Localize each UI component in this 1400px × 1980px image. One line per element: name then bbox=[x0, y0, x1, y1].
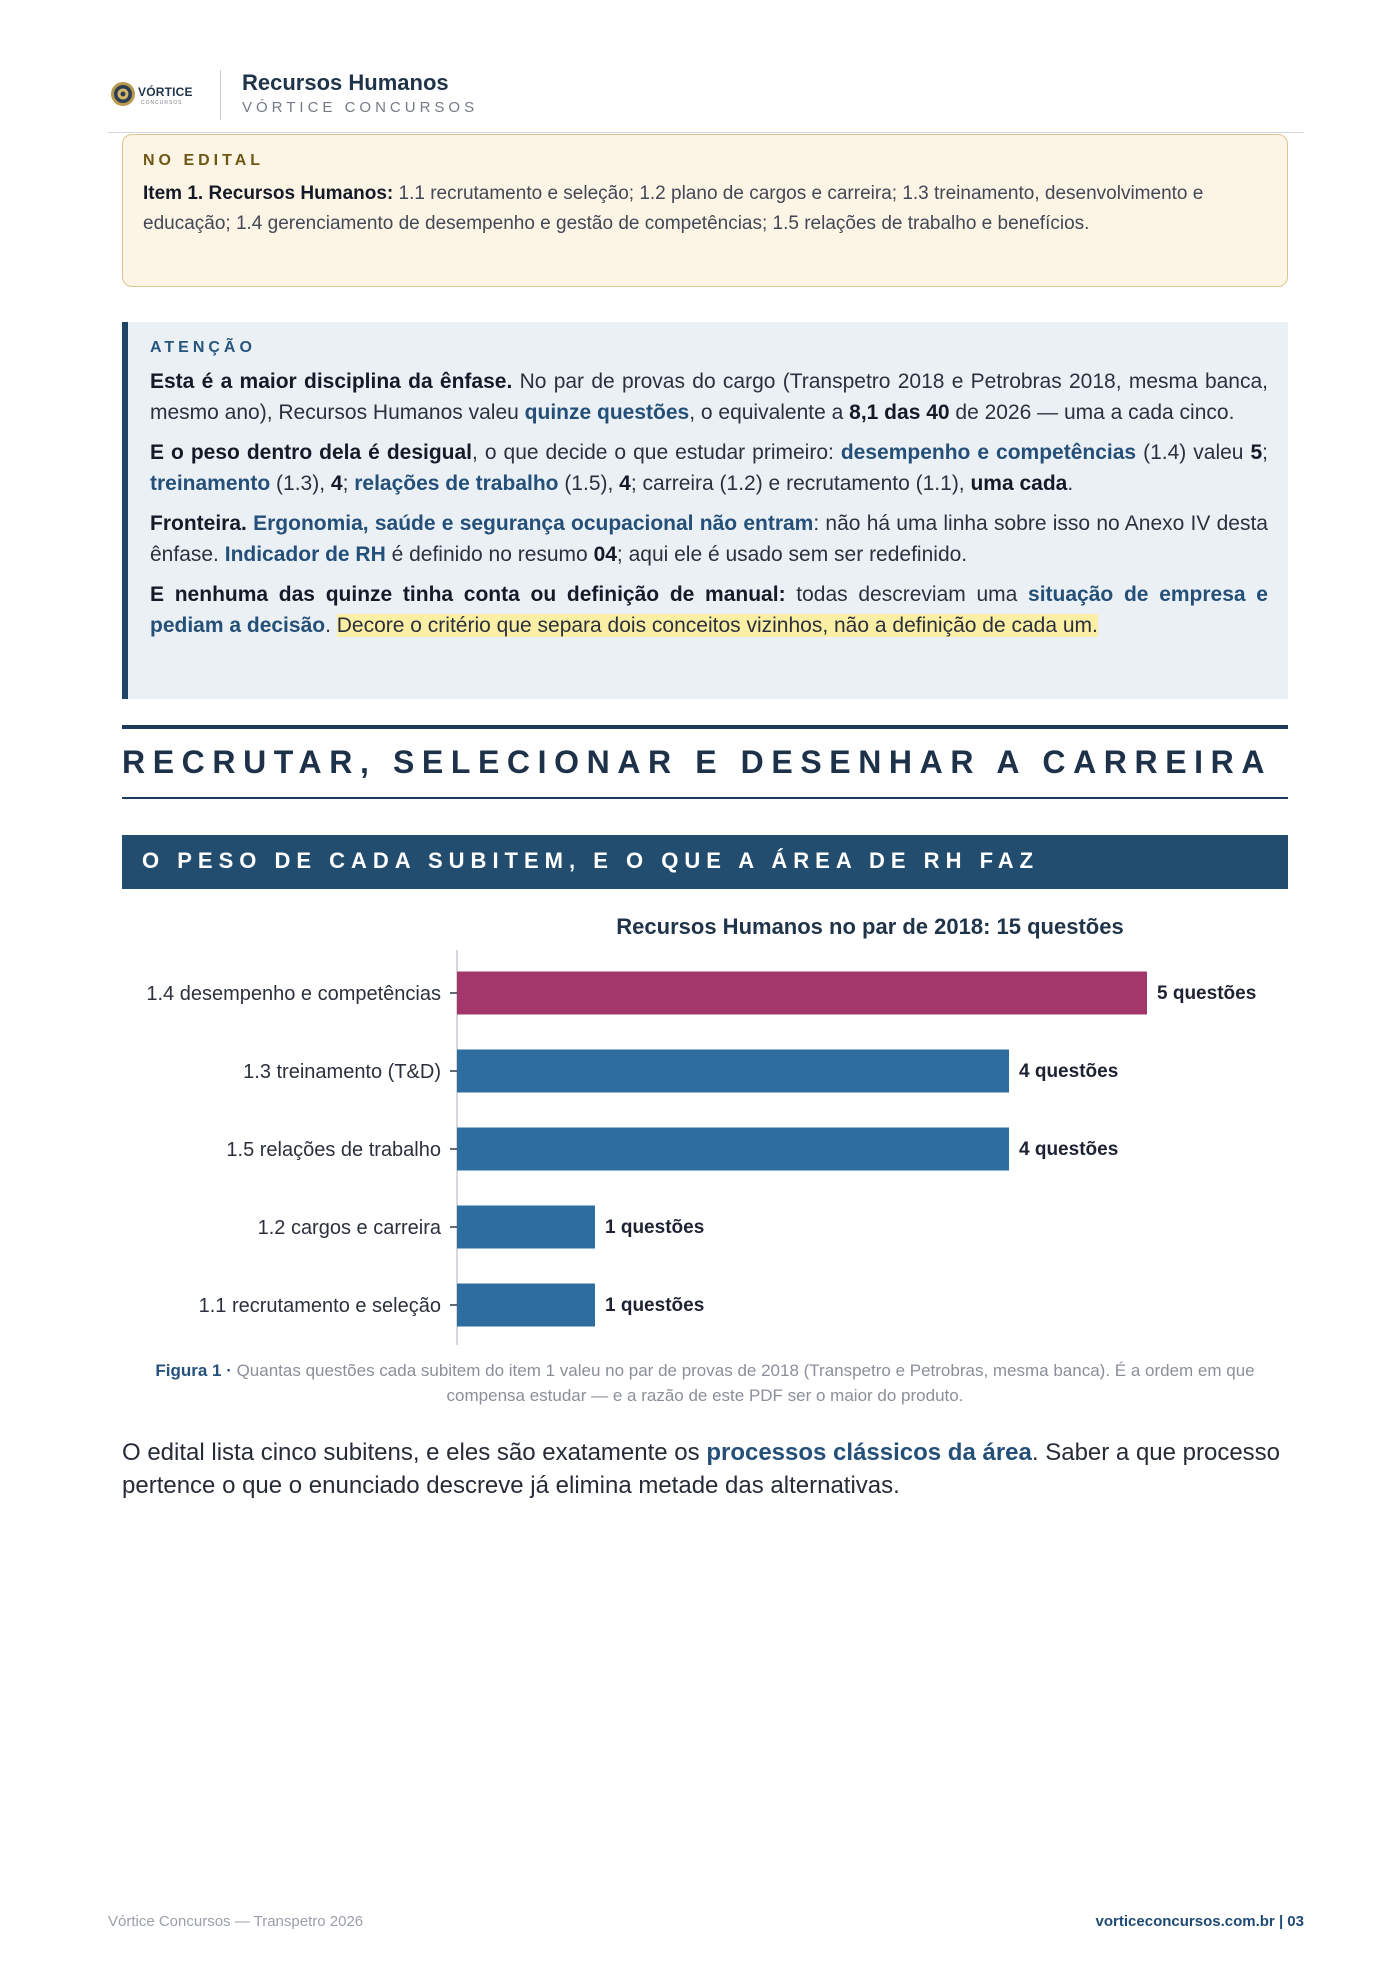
category-label: 1.1 recrutamento e seleção bbox=[198, 1295, 441, 1317]
p4-lead: E nenhuma das quinze tinha conta ou definição de manual: bbox=[150, 583, 786, 606]
data-label: 4 questões bbox=[1019, 1061, 1119, 1082]
category-label: 1.5 relações de trabalho bbox=[226, 1139, 441, 1161]
p4-text: . bbox=[325, 613, 337, 637]
p4-highlight: situação de empresa e pediam a decisão bbox=[150, 583, 1268, 637]
edital-item-label: Item 1. Recursos Humanos: bbox=[143, 183, 394, 204]
body-text: . Saber a que processo pertence o que o enunciado descreve já elimina metade das alternativas. bbox=[122, 1439, 1281, 1499]
p1-highlight: quinze questões bbox=[524, 400, 690, 424]
attention-paragraph-1 bbox=[150, 367, 1268, 428]
category-label: 1.3 treinamento (T&D) bbox=[243, 1061, 441, 1083]
p3-text: é definido no resumo bbox=[385, 542, 594, 566]
category-label: 1.4 desempenho e competências bbox=[146, 983, 441, 1005]
edital-item-text: 1.1 recrutamento e seleção; 1.2 plano de cargos e carreira; 1.3 treinamento, desenvolvimento e educação; 1.4 gerenciamento de desempenho e gestão de competências; 1.5 relações de trabalho e benefícios. bbox=[143, 183, 1204, 234]
attention-paragraph-3 bbox=[150, 509, 1268, 570]
data-label: 5 questões bbox=[1157, 983, 1257, 1004]
attention-box bbox=[122, 322, 1288, 699]
data-label: 1 questões bbox=[605, 1295, 705, 1316]
section-top-rule bbox=[122, 725, 1288, 729]
bar bbox=[457, 1050, 1009, 1093]
header-rule bbox=[108, 132, 1304, 133]
body-highlight: processos clássicos da área bbox=[706, 1439, 1032, 1466]
p2-text: , o que decide o que estudar primeiro: bbox=[472, 441, 841, 464]
edital-text bbox=[143, 179, 1267, 238]
p2-bold: uma cada bbox=[970, 471, 1068, 495]
vortex-emblem-icon bbox=[110, 81, 136, 107]
p2-bold: 5 bbox=[1250, 441, 1263, 464]
p2-text: ; bbox=[342, 471, 355, 495]
p1-text: No par de provas do cargo (Transpetro 2018 e Petrobras 2018, mesma banca, mesmo ano), Recursos Humanos valeu bbox=[150, 370, 1268, 424]
page-header bbox=[108, 66, 1300, 132]
edital-kicker: NO EDITAL bbox=[143, 152, 265, 169]
p3-lead: Fronteira. bbox=[150, 512, 247, 535]
edital-box bbox=[122, 134, 1288, 287]
footer-left: Vórtice Concursos — Transpetro 2026 bbox=[108, 1913, 364, 1930]
section-bottom-rule bbox=[122, 797, 1288, 799]
p2-bold: 4 bbox=[330, 471, 343, 495]
bar bbox=[457, 972, 1147, 1015]
p1-text: de 2026 — uma a cada cinco. bbox=[949, 400, 1235, 424]
p2-lead: E o peso dentro dela é desigual bbox=[150, 441, 473, 464]
data-label: 1 questões bbox=[605, 1217, 705, 1238]
attention-kicker: ATENÇÃO bbox=[150, 339, 256, 356]
p2-text: (1.5), bbox=[558, 471, 620, 495]
attention-paragraph-2 bbox=[150, 438, 1268, 499]
bar bbox=[457, 1284, 595, 1327]
figure-label: Figura 1 · bbox=[155, 1361, 232, 1380]
brand-logo bbox=[108, 80, 198, 110]
header-title: Recursos Humanos bbox=[242, 70, 449, 95]
p2-highlight: relações de trabalho bbox=[354, 471, 559, 495]
footer-right: vorticeconcursos.com.br | 03 bbox=[1095, 1913, 1304, 1930]
p3-text: ; aqui ele é usado sem ser redefinido. bbox=[616, 542, 968, 566]
header-divider bbox=[220, 70, 221, 120]
data-label: 4 questões bbox=[1019, 1139, 1119, 1160]
logo-wordmark: VÓRTICE bbox=[138, 85, 193, 99]
logo-subtext: CONCURSOS bbox=[141, 100, 183, 106]
body-text: O edital lista cinco subitens, e eles são exatamente os bbox=[122, 1439, 707, 1466]
section-title: RECRUTAR, SELECIONAR E DESENHAR A CARREIRA bbox=[122, 744, 1273, 780]
header-subtitle: VÓRTICE CONCURSOS bbox=[242, 99, 479, 116]
p3-text: : não há uma linha sobre isso no Anexo IV desta ênfase. bbox=[150, 512, 1268, 566]
p2-text: . bbox=[1067, 471, 1074, 495]
attention-paragraph-4 bbox=[150, 580, 1268, 641]
subsection-banner: O PESO DE CADA SUBITEM, E O QUE A ÁREA DE RH FAZ bbox=[122, 835, 1288, 889]
bar-chart bbox=[100, 900, 1300, 1350]
body-paragraph bbox=[122, 1436, 1288, 1502]
figure-caption-text: Quantas questões cada subitem do item 1 valeu no par de provas de 2018 (Transpetro e Petrobras, mesma banca). É a ordem em que compensa estudar — e a razão de este PDF ser o maior do produto. bbox=[231, 1361, 1255, 1405]
chart-title: Recursos Humanos no par de 2018: 15 questões bbox=[616, 914, 1124, 939]
bar bbox=[457, 1128, 1009, 1171]
p1-bold: 8,1 das 40 bbox=[849, 400, 950, 424]
p1-lead: Esta é a maior disciplina da ênfase. bbox=[150, 370, 513, 393]
p2-highlight: treinamento bbox=[150, 471, 271, 495]
p2-text: (1.4) valeu bbox=[1136, 441, 1251, 464]
figure-caption bbox=[122, 1358, 1288, 1408]
p1-text: , o equivalente a bbox=[689, 400, 850, 424]
p2-highlight: desempenho e competências bbox=[840, 441, 1137, 464]
p4-text: todas descreviam uma bbox=[785, 583, 1029, 606]
p3-bold: 04 bbox=[593, 542, 617, 566]
p3-highlight: Ergonomia, saúde e segurança ocupacional não entram bbox=[253, 512, 814, 535]
p2-bold: 4 bbox=[619, 471, 631, 495]
p3-highlight: Indicador de RH bbox=[224, 542, 386, 566]
p2-text: ; carreira (1.2) e recrutamento (1.1), bbox=[630, 471, 971, 495]
p4-marked-text: Decore o critério que separa dois conceitos vizinhos, não a definição de cada um. bbox=[336, 613, 1098, 637]
category-label: 1.2 cargos e carreira bbox=[257, 1217, 441, 1239]
p2-text: (1.3), bbox=[270, 471, 331, 495]
p2-text: ; bbox=[1262, 441, 1269, 464]
bar bbox=[457, 1206, 595, 1249]
